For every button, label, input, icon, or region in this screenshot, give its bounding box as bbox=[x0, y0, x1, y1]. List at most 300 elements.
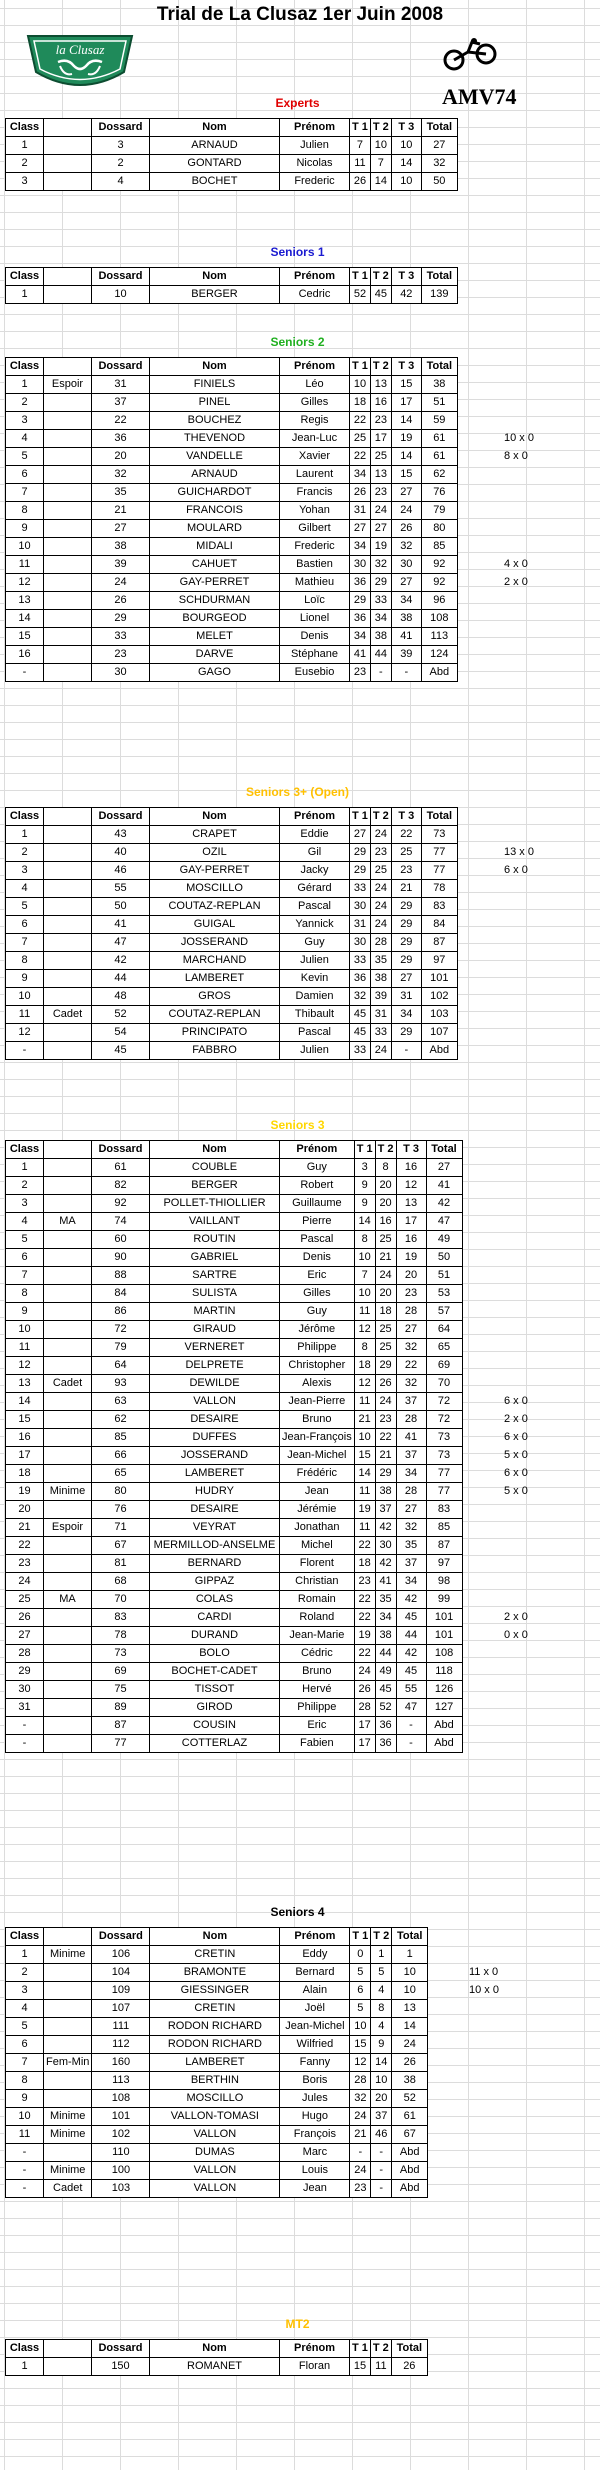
table-cell: 21 bbox=[391, 880, 421, 898]
table-cell bbox=[44, 2072, 92, 2090]
table-cell: 9 bbox=[6, 1303, 44, 1321]
table-cell: Espoir bbox=[44, 376, 92, 394]
table-cell: 3 bbox=[92, 137, 150, 155]
table-cell: Eusebio bbox=[280, 664, 350, 682]
table-cell: COUTAZ-REPLAN bbox=[150, 1006, 280, 1024]
table-cell: 1 bbox=[6, 2358, 44, 2376]
table-cell: MELET bbox=[150, 628, 280, 646]
table-cell: Hugo bbox=[280, 2108, 350, 2126]
table-cell: 73 bbox=[426, 1447, 462, 1465]
table-cell: - bbox=[370, 664, 391, 682]
table-cell: FINIELS bbox=[150, 376, 280, 394]
table-row bbox=[6, 1024, 458, 1042]
table-cell: 101 bbox=[426, 1609, 462, 1627]
results-table bbox=[5, 118, 458, 191]
table-cell: 34 bbox=[391, 592, 421, 610]
table-cell: 21 bbox=[6, 1519, 44, 1537]
table-cell bbox=[44, 934, 92, 952]
table-cell: 150 bbox=[92, 2358, 150, 2376]
table-cell: 2 bbox=[6, 1177, 44, 1195]
table-cell: 47 bbox=[426, 1213, 462, 1231]
table-cell: 20 bbox=[6, 1501, 44, 1519]
section-title: Seniors 3 bbox=[270, 1118, 325, 1132]
table-cell: Denis bbox=[280, 628, 350, 646]
table-cell: 10 bbox=[371, 2072, 392, 2090]
table-cell: 100 bbox=[92, 2162, 150, 2180]
table-cell: 107 bbox=[421, 1024, 457, 1042]
table-cell: 37 bbox=[396, 1555, 426, 1573]
tiebreak-note: 0 x 0 bbox=[504, 1629, 528, 1641]
table-cell: 32 bbox=[370, 556, 391, 574]
table-cell: 25 bbox=[375, 1321, 396, 1339]
table-cell: 124 bbox=[421, 646, 457, 664]
table-cell: 108 bbox=[421, 610, 457, 628]
tiebreak-note: 6 x 0 bbox=[504, 864, 528, 876]
table-cell: Stéphane bbox=[280, 646, 350, 664]
table-row bbox=[6, 1717, 463, 1735]
table-cell: 5 bbox=[6, 898, 44, 916]
table-cell: 29 bbox=[370, 574, 391, 592]
table-cell: RODON RICHARD bbox=[150, 2018, 280, 2036]
table-cell bbox=[44, 592, 92, 610]
column-header: Nom bbox=[150, 1141, 280, 1159]
table-cell: 5 bbox=[350, 1964, 371, 1982]
table-cell: 24 bbox=[350, 2108, 371, 2126]
table-cell: 33 bbox=[350, 880, 371, 898]
column-header bbox=[44, 1141, 92, 1159]
table-cell: 7 bbox=[370, 155, 391, 173]
table-cell: 81 bbox=[92, 1555, 150, 1573]
table-cell: Mathieu bbox=[280, 574, 350, 592]
table-cell: 35 bbox=[396, 1537, 426, 1555]
table-cell: MOSCILLO bbox=[150, 2090, 280, 2108]
table-cell: 13 bbox=[6, 592, 44, 610]
column-header: T 1 bbox=[350, 808, 371, 826]
table-cell: MOULARD bbox=[150, 520, 280, 538]
table-cell: Thibault bbox=[280, 1006, 350, 1024]
table-cell: 41 bbox=[92, 916, 150, 934]
table-cell: 92 bbox=[421, 556, 457, 574]
table-cell: Pascal bbox=[280, 1024, 350, 1042]
table-cell: 31 bbox=[350, 502, 371, 520]
table-cell: 31 bbox=[370, 1006, 391, 1024]
table-cell: 17 bbox=[370, 430, 391, 448]
table-cell: 25 bbox=[375, 1339, 396, 1357]
table-cell: 30 bbox=[6, 1681, 44, 1699]
table-cell: GUICHARDOT bbox=[150, 484, 280, 502]
table-cell: 44 bbox=[92, 970, 150, 988]
table-cell: GUIGAL bbox=[150, 916, 280, 934]
table-cell: 32 bbox=[396, 1519, 426, 1537]
table-cell: 20 bbox=[375, 1195, 396, 1213]
table-cell: 24 bbox=[370, 826, 391, 844]
table-cell: Eric bbox=[280, 1717, 355, 1735]
table-cell: 23 bbox=[370, 484, 391, 502]
table-cell: Julien bbox=[280, 1042, 350, 1060]
tiebreak-note: 2 x 0 bbox=[504, 1413, 528, 1425]
table-cell: Cedric bbox=[280, 286, 350, 304]
section-title: Seniors 4 bbox=[270, 1905, 325, 1919]
table-cell: 10 bbox=[392, 1964, 428, 1982]
column-header: Class bbox=[6, 119, 44, 137]
table-cell: 111 bbox=[92, 2018, 150, 2036]
table-cell: Floran bbox=[280, 2358, 350, 2376]
column-header: Dossard bbox=[92, 2340, 150, 2358]
table-cell: 9 bbox=[354, 1177, 375, 1195]
tiebreak-note: 6 x 0 bbox=[504, 1467, 528, 1479]
table-cell: 29 bbox=[391, 898, 421, 916]
table-cell: 29 bbox=[375, 1465, 396, 1483]
table-cell: MOSCILLO bbox=[150, 880, 280, 898]
table-cell: 101 bbox=[421, 970, 457, 988]
column-header: T 2 bbox=[370, 358, 391, 376]
table-cell: 126 bbox=[426, 1681, 462, 1699]
table-cell: 42 bbox=[396, 1645, 426, 1663]
column-header: Prénom bbox=[280, 2340, 350, 2358]
column-header: Prénom bbox=[280, 268, 350, 286]
table-cell: 31 bbox=[6, 1699, 44, 1717]
table-row bbox=[6, 538, 458, 556]
table-cell: 34 bbox=[350, 538, 371, 556]
table-cell bbox=[44, 448, 92, 466]
table-row bbox=[6, 502, 458, 520]
table-cell: 22 bbox=[354, 1537, 375, 1555]
table-cell: 26 bbox=[391, 2358, 427, 2376]
table-row bbox=[6, 2072, 428, 2090]
table-cell: 15 bbox=[391, 466, 421, 484]
table-cell: Jean-Marie bbox=[280, 1627, 355, 1645]
table-cell: Michel bbox=[280, 1537, 355, 1555]
table-header-row bbox=[6, 2340, 428, 2358]
tiebreak-note: 10 x 0 bbox=[469, 1984, 499, 1996]
table-cell: LAMBERET bbox=[150, 970, 280, 988]
table-cell: 127 bbox=[426, 1699, 462, 1717]
table-cell: 93 bbox=[92, 1375, 150, 1393]
table-cell: Abd bbox=[392, 2144, 428, 2162]
table-cell: 15 bbox=[6, 628, 44, 646]
table-cell: 80 bbox=[92, 1483, 150, 1501]
table-row bbox=[6, 484, 458, 502]
page-title: Trial de La Clusaz 1er Juin 2008 bbox=[156, 4, 444, 25]
table-row bbox=[6, 934, 458, 952]
table-cell: 52 bbox=[350, 286, 371, 304]
table-row bbox=[6, 520, 458, 538]
table-cell: 17 bbox=[6, 1447, 44, 1465]
table-cell: 49 bbox=[375, 1663, 396, 1681]
table-cell: TISSOT bbox=[150, 1681, 280, 1699]
table-cell: VANDELLE bbox=[150, 448, 280, 466]
table-cell: 108 bbox=[426, 1645, 462, 1663]
column-header: Class bbox=[6, 2340, 44, 2358]
table-cell: MA bbox=[44, 1213, 92, 1231]
table-cell: 12 bbox=[6, 1024, 44, 1042]
table-cell: 6 bbox=[6, 1249, 44, 1267]
table-cell: 8 bbox=[6, 2072, 44, 2090]
table-cell bbox=[44, 394, 92, 412]
table-row bbox=[6, 1177, 463, 1195]
table-cell: 3 bbox=[6, 862, 44, 880]
column-header: Prénom bbox=[280, 119, 350, 137]
table-cell: 32 bbox=[421, 155, 457, 173]
table-row bbox=[6, 592, 458, 610]
table-cell: 33 bbox=[370, 1024, 391, 1042]
table-row bbox=[6, 376, 458, 394]
table-cell bbox=[44, 1982, 92, 2000]
table-row bbox=[6, 1429, 463, 1447]
column-header: T 2 bbox=[370, 808, 391, 826]
table-cell: 32 bbox=[92, 466, 150, 484]
section-title: Seniors 1 bbox=[270, 245, 325, 259]
table-cell: Jérémie bbox=[280, 1501, 355, 1519]
table-cell: Fem-Min bbox=[44, 2054, 92, 2072]
table-cell: VAILLANT bbox=[150, 1213, 280, 1231]
table-cell: 11 bbox=[6, 556, 44, 574]
table-cell: 71 bbox=[92, 1519, 150, 1537]
table-cell: 19 bbox=[391, 430, 421, 448]
table-cell: 29 bbox=[391, 934, 421, 952]
table-cell: 72 bbox=[92, 1321, 150, 1339]
table-cell bbox=[44, 1195, 92, 1213]
table-cell: 31 bbox=[391, 988, 421, 1006]
table-cell: 11 bbox=[350, 155, 371, 173]
table-cell: BOUCHEZ bbox=[150, 412, 280, 430]
table-cell bbox=[44, 1159, 92, 1177]
table-row bbox=[6, 1627, 463, 1645]
table-cell: 16 bbox=[396, 1159, 426, 1177]
table-cell: 47 bbox=[92, 934, 150, 952]
table-row bbox=[6, 574, 458, 592]
table-cell: 22 bbox=[354, 1609, 375, 1627]
table-cell: Laurent bbox=[280, 466, 350, 484]
table-cell: 27 bbox=[6, 1627, 44, 1645]
table-cell bbox=[44, 646, 92, 664]
table-cell: 9 bbox=[6, 970, 44, 988]
results-table bbox=[5, 267, 458, 304]
table-cell bbox=[44, 970, 92, 988]
table-cell: 17 bbox=[354, 1735, 375, 1753]
table-cell: 59 bbox=[421, 412, 457, 430]
table-cell: Jonathan bbox=[280, 1519, 355, 1537]
table-cell: OZIL bbox=[150, 844, 280, 862]
table-cell bbox=[44, 1717, 92, 1735]
table-row bbox=[6, 952, 458, 970]
results-table bbox=[5, 807, 458, 1060]
table-cell: 7 bbox=[6, 2054, 44, 2072]
table-cell: 38 bbox=[392, 2072, 428, 2090]
table-cell: Pierre bbox=[280, 1213, 355, 1231]
table-cell bbox=[44, 1537, 92, 1555]
table-header-row bbox=[6, 1928, 428, 1946]
table-cell: 1 bbox=[392, 1946, 428, 1964]
table-cell: 27 bbox=[426, 1159, 462, 1177]
table-cell: 41 bbox=[396, 1429, 426, 1447]
table-cell: 108 bbox=[92, 2090, 150, 2108]
table-cell: 85 bbox=[421, 538, 457, 556]
table-cell bbox=[44, 155, 92, 173]
table-cell: 160 bbox=[92, 2054, 150, 2072]
table-cell: - bbox=[6, 1717, 44, 1735]
table-cell: 28 bbox=[350, 2072, 371, 2090]
table-cell: 42 bbox=[92, 952, 150, 970]
table-cell: 113 bbox=[92, 2072, 150, 2090]
table-cell: 10 bbox=[6, 2108, 44, 2126]
table-cell: GIRAUD bbox=[150, 1321, 280, 1339]
table-cell: 38 bbox=[370, 970, 391, 988]
table-row bbox=[6, 1519, 463, 1537]
table-row bbox=[6, 880, 458, 898]
table-row bbox=[6, 1447, 463, 1465]
table-row bbox=[6, 1411, 463, 1429]
table-cell: 39 bbox=[370, 988, 391, 1006]
table-cell bbox=[44, 556, 92, 574]
table-cell: 78 bbox=[92, 1627, 150, 1645]
table-cell: - bbox=[6, 1042, 44, 1060]
column-header: T 2 bbox=[370, 119, 391, 137]
table-cell: Romain bbox=[280, 1591, 355, 1609]
tiebreak-note: 11 x 0 bbox=[469, 1966, 499, 1978]
column-header: Nom bbox=[150, 358, 280, 376]
table-cell: Jean-François bbox=[280, 1429, 355, 1447]
svg-text:AMV74: AMV74 bbox=[442, 84, 517, 109]
column-header: Total bbox=[421, 119, 457, 137]
table-cell: 18 bbox=[6, 1465, 44, 1483]
table-cell: 84 bbox=[92, 1285, 150, 1303]
table-row bbox=[6, 2036, 428, 2054]
table-cell: 5 bbox=[6, 1231, 44, 1249]
table-cell: 26 bbox=[392, 2054, 428, 2072]
table-header-row bbox=[6, 268, 458, 286]
table-cell: Jean-Pierre bbox=[280, 1393, 355, 1411]
table-cell: Jérôme bbox=[280, 1321, 355, 1339]
table-cell: 36 bbox=[350, 610, 371, 628]
table-cell: 60 bbox=[92, 1231, 150, 1249]
table-cell: 27 bbox=[350, 520, 371, 538]
table-cell: 28 bbox=[396, 1411, 426, 1429]
table-cell: 14 bbox=[6, 610, 44, 628]
table-cell: Jean-Michel bbox=[280, 1447, 355, 1465]
table-cell: 54 bbox=[92, 1024, 150, 1042]
table-row bbox=[6, 1964, 428, 1982]
table-cell: 70 bbox=[426, 1375, 462, 1393]
table-cell bbox=[44, 1964, 92, 1982]
table-cell: Alain bbox=[280, 1982, 350, 2000]
table-cell: 41 bbox=[350, 646, 371, 664]
table-cell: 14 bbox=[371, 2054, 392, 2072]
table-cell: 2 bbox=[6, 844, 44, 862]
table-cell: 25 bbox=[375, 1231, 396, 1249]
table-cell: 39 bbox=[92, 556, 150, 574]
table-cell: 26 bbox=[92, 592, 150, 610]
table-cell: 45 bbox=[92, 1042, 150, 1060]
tiebreak-note: 4 x 0 bbox=[504, 558, 528, 570]
table-cell bbox=[44, 1555, 92, 1573]
table-cell: 50 bbox=[92, 898, 150, 916]
table-cell: 5 bbox=[371, 1964, 392, 1982]
table-cell: 38 bbox=[375, 1483, 396, 1501]
table-cell bbox=[44, 1303, 92, 1321]
table-cell: 10 bbox=[92, 286, 150, 304]
table-cell: Christopher bbox=[280, 1357, 355, 1375]
table-cell: 28 bbox=[396, 1303, 426, 1321]
table-cell: BOCHET-CADET bbox=[150, 1663, 280, 1681]
table-cell: MIDALI bbox=[150, 538, 280, 556]
table-cell: 15 bbox=[350, 2358, 371, 2376]
results-table bbox=[5, 1140, 463, 1753]
table-cell: 19 bbox=[370, 538, 391, 556]
table-row bbox=[6, 1042, 458, 1060]
table-cell: 29 bbox=[6, 1663, 44, 1681]
table-cell: 8 bbox=[6, 952, 44, 970]
column-header: Class bbox=[6, 1928, 44, 1946]
table-row bbox=[6, 826, 458, 844]
table-cell: - bbox=[371, 2162, 392, 2180]
table-cell: 10 bbox=[350, 376, 371, 394]
table-cell: 10 bbox=[354, 1249, 375, 1267]
tiebreak-note: 8 x 0 bbox=[504, 450, 528, 462]
table-cell: - bbox=[371, 2144, 392, 2162]
table-cell bbox=[44, 1249, 92, 1267]
table-cell: 29 bbox=[375, 1357, 396, 1375]
table-cell: 16 bbox=[6, 646, 44, 664]
table-cell: 40 bbox=[92, 844, 150, 862]
table-cell: Lionel bbox=[280, 610, 350, 628]
table-cell bbox=[44, 2358, 92, 2376]
table-cell: 90 bbox=[92, 1249, 150, 1267]
table-cell: Jean-Luc bbox=[280, 430, 350, 448]
column-header: T 3 bbox=[391, 808, 421, 826]
table-cell: 12 bbox=[350, 2054, 371, 2072]
tiebreak-note: 13 x 0 bbox=[504, 846, 534, 858]
table-cell: 42 bbox=[375, 1555, 396, 1573]
table-cell bbox=[44, 610, 92, 628]
table-cell: 29 bbox=[391, 916, 421, 934]
table-row bbox=[6, 1699, 463, 1717]
table-cell: - bbox=[6, 2180, 44, 2198]
table-cell: 24 bbox=[392, 2036, 428, 2054]
table-cell: Bruno bbox=[280, 1663, 355, 1681]
table-cell: DARVE bbox=[150, 646, 280, 664]
table-cell: 2 bbox=[6, 155, 44, 173]
table-cell: 38 bbox=[375, 1627, 396, 1645]
table-cell: 24 bbox=[354, 1663, 375, 1681]
table-cell: 37 bbox=[92, 394, 150, 412]
table-row bbox=[6, 137, 458, 155]
table-cell: 51 bbox=[426, 1267, 462, 1285]
table-cell: VALLON-TOMASI bbox=[150, 2108, 280, 2126]
table-cell: 3 bbox=[354, 1159, 375, 1177]
table-cell: MARCHAND bbox=[150, 952, 280, 970]
table-cell: Roland bbox=[280, 1609, 355, 1627]
column-header: Nom bbox=[150, 1928, 280, 1946]
table-cell: 42 bbox=[391, 286, 421, 304]
table-cell: 27 bbox=[396, 1501, 426, 1519]
column-header bbox=[44, 119, 92, 137]
table-row bbox=[6, 1375, 463, 1393]
table-cell: 1 bbox=[6, 826, 44, 844]
table-cell: Cédric bbox=[280, 1645, 355, 1663]
table-cell: Eddy bbox=[280, 1946, 350, 1964]
table-cell: 52 bbox=[392, 2090, 428, 2108]
table-cell: 38 bbox=[421, 376, 457, 394]
table-cell: 85 bbox=[426, 1519, 462, 1537]
table-cell: Jean bbox=[280, 1483, 355, 1501]
table-cell: Bastien bbox=[280, 556, 350, 574]
table-cell: 32 bbox=[350, 2090, 371, 2108]
table-cell: GAY-PERRET bbox=[150, 862, 280, 880]
table-cell: 44 bbox=[370, 646, 391, 664]
table-cell: VALLON bbox=[150, 2162, 280, 2180]
table-row bbox=[6, 1321, 463, 1339]
